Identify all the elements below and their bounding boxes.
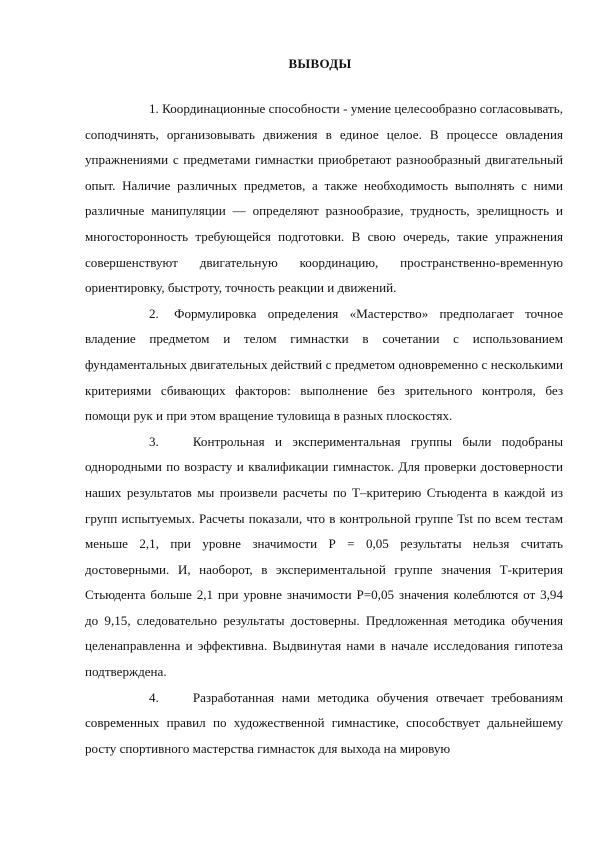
paragraph-text: Координационные способности - умение целесообразно согласовывать, соподчинять, организовывать движения в единое целое. В процессе овладения упражнениями с предметами гимнастки приобретают разнообразный двигательный опыт. Наличие различных предметов, а также необходимость выполнять с ними различные манипуляции — определяют разнообразие, трудность, зрелищность и многосторонность требующейся подготовки. В свою очередь, такие упражнения совершенствуют двигательную координацию, пространственно-временную ориентировку, быстроту, точность реакции и движений. — [85, 101, 563, 296]
paragraph-text: Контрольная и экспериментальная группы были подобраны однородными по возрасту и квалификации гимнасток. Для проверки достоверности наших результатов мы произвели расчеты по Т–критерию Стьюдента в каждой из групп испытуемых. Расчеты показали, что в контрольной группе Tst по всем тестам меньше 2,1, при уровне значимости Р = 0,05 результаты нельзя считать достоверными. И, наоборот, в экспериментальной группе значения Т-критерия Стьюдента больше 2,1 при уровне значимости Р=0,05 значения колеблются от 3,94 до 9,15, следовательно результаты достоверны. Предложенная методика обучения целенаправленна и эффективна. Выдвинутая нами в начале исследования гипотеза подтверждена. — [85, 433, 563, 680]
conclusion-paragraph-1 — [85, 96, 563, 301]
paragraph-number: 1. — [149, 101, 159, 116]
paragraph-number: 4. — [149, 689, 159, 705]
paragraph-text: Разработанная нами методика обучения отвечает требованиям современных правил по художественной гимнастике, способствует дальнейшему росту спортивного мастерства гимнасток для выхода на мировую — [85, 689, 563, 756]
conclusion-paragraph-3 — [85, 429, 563, 685]
conclusions-body — [85, 96, 563, 761]
paragraph-text: Формулировка определения «Мастерство» предполагает точное владение предметом и телом гимнастки в сочетании с использованием фундаментальных двигательных действий с предметом одновременно с несколькими критериями сбивающих факторов: выполнение без зрительного контроля, без помощи рук и при этом вращение туловища в разных плоскостях. — [85, 305, 563, 424]
paragraph-number: 2. — [149, 305, 159, 321]
paragraph-number: 3. — [149, 433, 159, 449]
page-title: ВЫВОДЫ — [288, 56, 352, 71]
conclusion-paragraph-4 — [85, 685, 563, 762]
conclusion-paragraph-2 — [85, 301, 563, 429]
